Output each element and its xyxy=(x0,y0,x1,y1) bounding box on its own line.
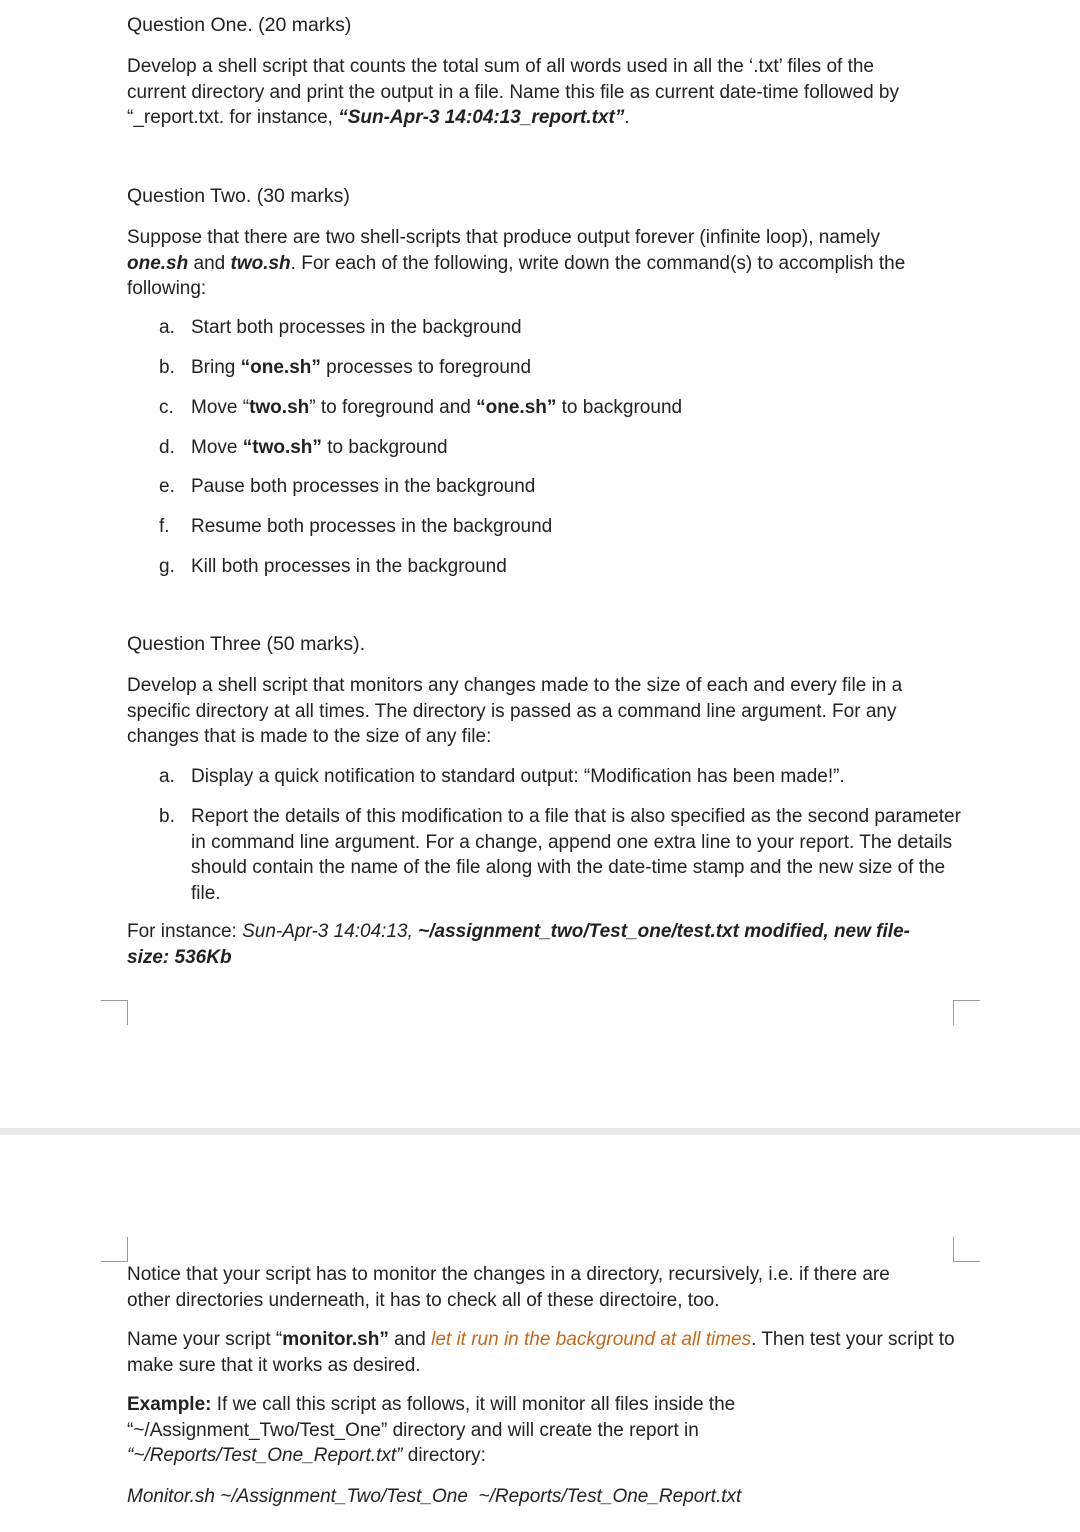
instance-example: For instance: Sun-Apr-3 14:04:13, ~/assignment_two/Test_one/test.txt modified, new file-size: 536Kb xyxy=(127,921,910,968)
question-three-title: Question Three (50 marks). xyxy=(127,633,366,655)
question-one-title: Question One. (20 marks) xyxy=(127,14,352,36)
question-three-intro: Develop a shell script that monitors any changes made to the size of each and every file in a specific directory at all times. The directory is passed as a command line argument. For any changes that is made to the size of any file: xyxy=(127,675,903,747)
report-filename-example: “Sun-Apr-3 14:04:13_report.txt” xyxy=(338,107,625,128)
page2-corner-mark-right xyxy=(953,1237,980,1262)
background-emphasis: let it run in the background at all times xyxy=(431,1329,752,1350)
question-two-intro: Suppose that there are two shell-scripts that produce output forever (infinite loop), namely one.sh and two.sh. For each of the following, write down the command(s) to accomplish the following: xyxy=(127,227,906,299)
script-two-name: two.sh xyxy=(230,252,291,274)
page2-corner-mark-left xyxy=(101,1237,128,1262)
page-separator xyxy=(0,1128,1080,1135)
page-corner-mark-right xyxy=(953,1000,980,1025)
page-corner-mark-left xyxy=(101,1000,128,1025)
name-script-paragraph: Name your script “monitor.sh” and let it run in the background at all times. Then test your script to make sure that it works as desired. xyxy=(127,1329,955,1376)
example-paragraph: Example: If we call this script as follows, it will monitor all files inside the “~/Assignment_Two/Test_One” directory and will create the report in “~/Reports/Test_One_Report.txt” directory: xyxy=(127,1394,736,1466)
command-example: Monitor.sh ~/Assignment_Two/Test_One ~/Reports/Test_One_Report.txt xyxy=(127,1486,742,1507)
question-two-title: Question Two. (30 marks) xyxy=(127,185,350,207)
question-one-body: Develop a shell script that counts the total sum of all words used in all the ‘.txt’ files of the current directory and print the output in a file. Name this file as current date-time followed by “_report.txt. for instance, “Sun-Apr-3 14:04:13_report.txt”. xyxy=(127,56,899,128)
document-page-1: Question One. (20 marks) Develop a shell script that counts the total sum of all words used in all the ‘.txt’ files of the current directory and print the output in a file. Name this file as current date-time followed by “_report.txt. for instance, “Sun-Apr-3 14:04:13_report.txt”. Question Two. (30 marks) Suppose that there are two shell-scripts that produce output forever (infinite loop), namely one.sh and two.sh. For each of the following, write down the command(s) to accomplish the following: a. Start both processes in the background b. Bring “one.sh” processes to foreground c. Move “two.sh” to foreground and “one.sh” to background d. Move “two.sh” to background e. Pause both processes in the background f. Resume both processes in the background g. Kill both processes in the background Question Three (50 marks). Develop a shell script that monitors any changes made to the size of each and every file in a specific directory at all times. The directory is passed as a command line argument. For any changes that is made to the size of any file: a. Display a quick notification to standard output: “Modification has been made!”. b. Report the details of this modification to a file that is also specified as the second parameter in command line argument. For a change, append one extra line to your report. The details should contain the name of the file along with the date-time stamp and the new size of the file. For instance: Sun-Apr-3 14:04:13, ~/assignment_two/Test_one/test.txt modified, new file-size: 536Kb xyxy=(0,0,1080,1128)
script-one-name: one.sh xyxy=(127,252,189,274)
notice-paragraph: Notice that your script has to monitor the changes in a directory, recursively, i.e. if there are other directories underneath, it has to check all of these directoire, too. xyxy=(127,1264,890,1311)
